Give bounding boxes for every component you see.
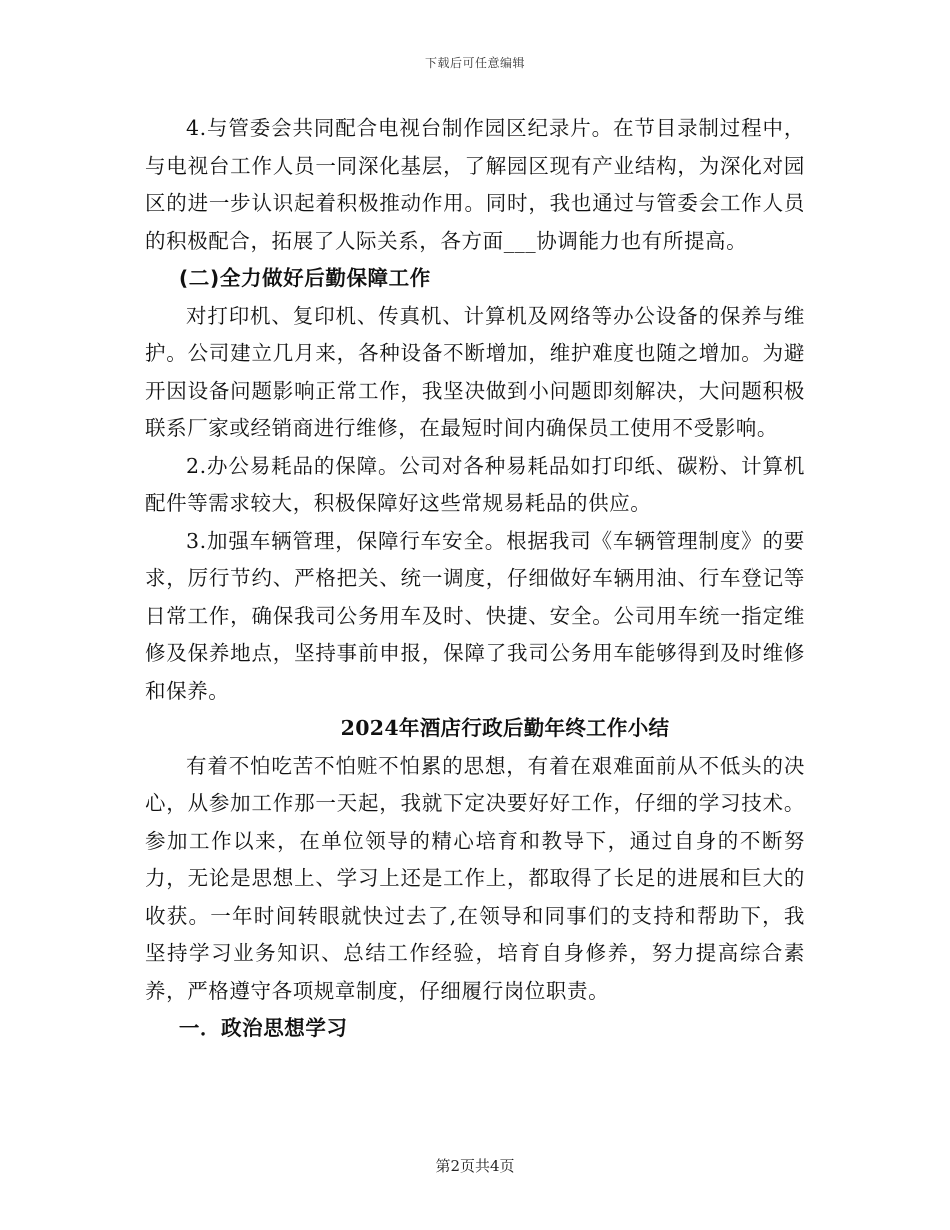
paragraph-consumables: 2.办公易耗品的保障。公司对各种易耗品如打印纸、碳粉、计算机配件等需求较大，积极保障好这些常规易耗品的供应。 (145, 453, 805, 515)
section-heading-political-study: 一．政治思想学习 (178, 1016, 348, 1040)
page-header-note: 下载后可任意编辑 (424, 56, 525, 70)
page-number: 第2页共4页 (435, 1157, 515, 1175)
paragraph-tv-documentary: 4.与管委会共同配合电视台制作园区纪录片。在节目录制过程中，与电视台工作人员一同深化基层，了解园区现有产业结构，为深化对园区的进一步认识起着积极推动作用。同时，我也通过与管委会工作人员的积极配合，拓展了人际关系，各方面___协调能力也有所提高。 (145, 116, 805, 253)
paragraph-introduction: 有着不怕吃苦不怕赃不怕累的思想，有着在艰难面前从不低头的决心，从参加工作那一天起，我就下定决要好好工作，仔细的学习技术。参加工作以来，在单位领导的精心培育和教导下，通过自身的不断努力，无论是思想上、学习上还是工作上，都取得了长足的进展和巨大的收获。一年时间转眼就快过去了,在领导和同事们的支持和帮助下，我坚持学习业务知识、总结工作经验，培育自身修养，努力提高综合素养，严格遵守各项规章制度，仔细履行岗位职责。 (145, 753, 805, 1003)
paragraph-vehicle-management: 3.加强车辆管理，保障行车安全。根据我司《车辆管理制度》的要求，厉行节约、严格把关、统一调度，仔细做好车辆用油、行车登记等日常工作，确保我司公务用车及时、快捷、安全。公司用车统一指定维修及保养地点，坚持事前申报，保障了我司公务用车能够得到及时维修和保养。 (145, 528, 805, 703)
paragraph-equipment-maintenance: 对打印机、复印机、传真机、计算机及网络等办公设备的保养与维护。公司建立几月来，各种设备不断增加，维护难度也随之增加。为避开因设备问题影响正常工作，我坚决做到小问题即刻解决，大问题积极联系厂家或经销商进行维修，在最短时间内确保员工使用不受影响。 (145, 303, 805, 440)
section-heading-logistics: (二)全力做好后勤保障工作 (178, 266, 431, 290)
document-title: 2024年酒店行政后勤年终工作小结 (340, 716, 670, 740)
document-body (145, 110, 805, 1048)
